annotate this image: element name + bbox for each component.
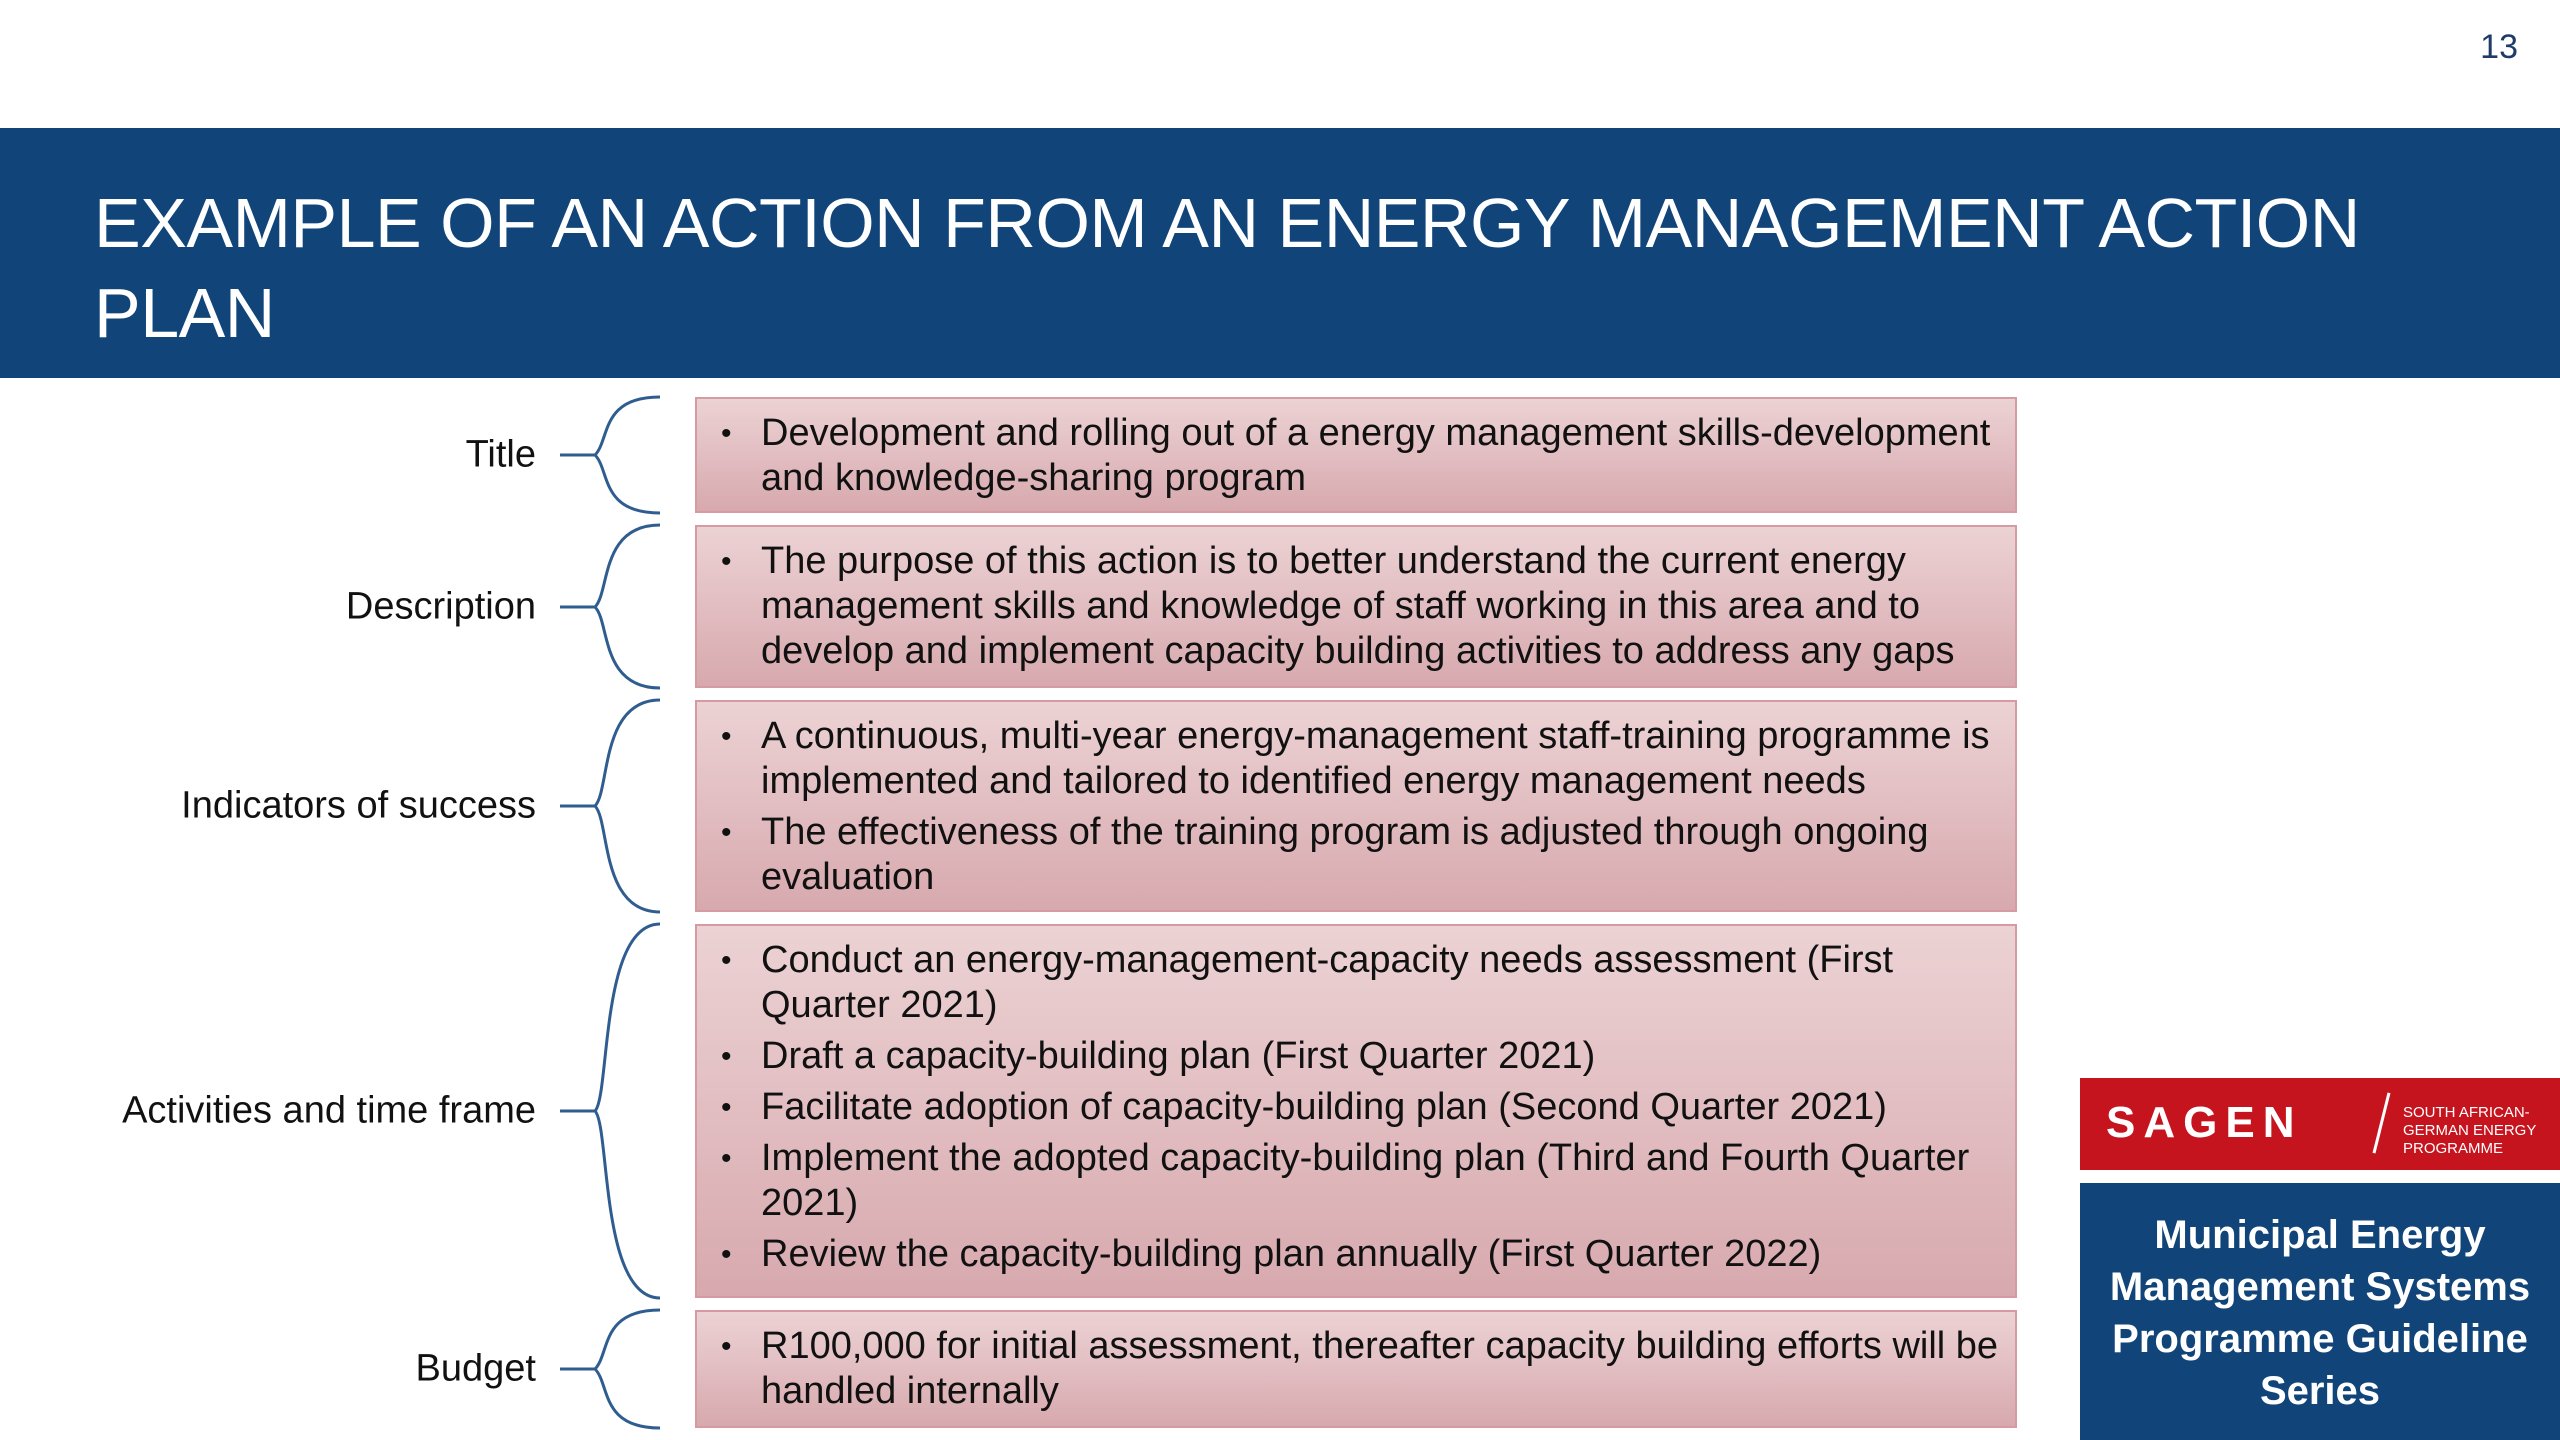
row-label-indicators: Indicators of success xyxy=(181,784,536,827)
box-indicators xyxy=(695,700,2017,912)
row-label-budget: Budget xyxy=(415,1347,536,1390)
bullet-item: • Development and rolling out of a energy management skills-development and knowledge-sharing program xyxy=(711,411,2001,501)
bullet-item: • Review the capacity-building plan annually (First Quarter 2022) xyxy=(711,1232,2001,1277)
brace-title xyxy=(560,397,660,513)
brace-activities xyxy=(560,924,660,1298)
box-activities xyxy=(695,924,2017,1298)
sagen-logo xyxy=(2080,1078,2560,1170)
sagen-wordmark: SAGEN xyxy=(2106,1098,2303,1147)
sagen-subtitle: SOUTH AFRICAN-GERMAN ENERGY PROGRAMME xyxy=(2403,1104,2537,1157)
bullet-item: • Conduct an energy-management-capacity needs assessment (First Quarter 2021) xyxy=(711,938,2001,1028)
row-label-activities: Activities and time frame xyxy=(122,1089,536,1132)
bullet-item: • Facilitate adoption of capacity-building plan (Second Quarter 2021) xyxy=(711,1085,2001,1130)
bullet-item: • A continuous, multi-year energy-management staff-training programme is implemented and tailored to identified energy management needs xyxy=(711,714,2001,804)
bullet-item: • Draft a capacity-building plan (First Quarter 2021) xyxy=(711,1034,2001,1079)
box-title xyxy=(695,397,2017,513)
row-label-title: Title xyxy=(465,433,536,476)
brace-indicators xyxy=(560,700,660,912)
page-title: EXAMPLE OF AN ACTION FROM AN ENERGY MANAGEMENT ACTION PLAN xyxy=(94,184,2360,352)
box-description xyxy=(695,525,2017,688)
logo-slash xyxy=(2373,1093,2391,1154)
box-budget xyxy=(695,1310,2017,1428)
bullet-item: • The purpose of this action is to better understand the current energy management skills and knowledge of staff working in this area and to develop and implement capacity building activities to address any gaps xyxy=(711,539,2001,674)
brace-description xyxy=(560,525,660,688)
series-label: Municipal Energy Management Systems Programme Guideline Series xyxy=(2080,1183,2560,1440)
bullet-item: • R100,000 for initial assessment, thereafter capacity building efforts will be handled internally xyxy=(711,1324,2001,1414)
row-label-description: Description xyxy=(345,585,536,628)
brace-budget xyxy=(560,1310,660,1428)
page-number: 13 xyxy=(2480,28,2518,66)
bullet-item: • The effectiveness of the training program is adjusted through ongoing evaluation xyxy=(711,810,2001,900)
bullet-item: • Implement the adopted capacity-building plan (Third and Fourth Quarter 2021) xyxy=(711,1136,2001,1226)
